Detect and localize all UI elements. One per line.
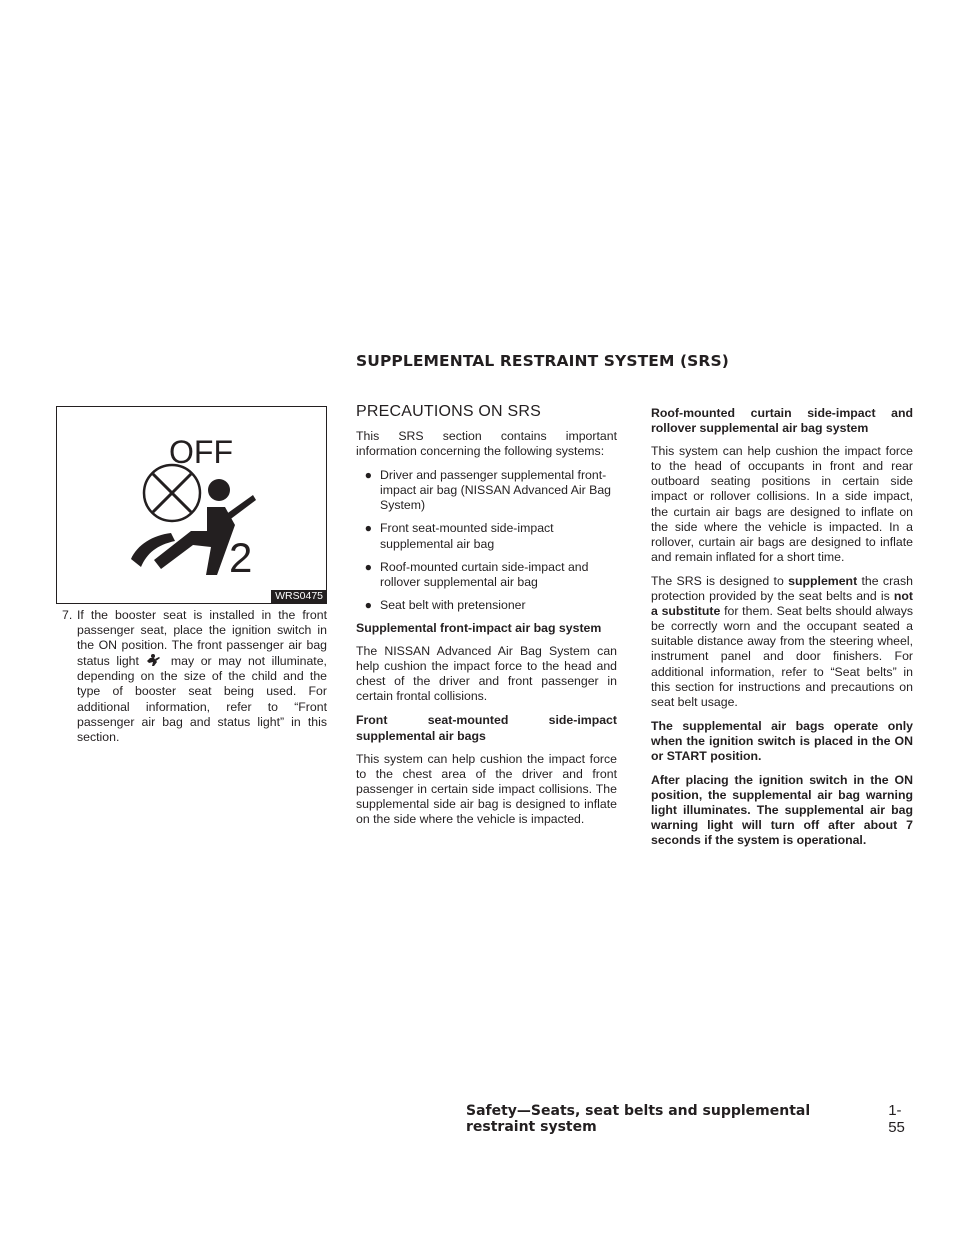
list-item: ● Seat belt with pretensioner [356,598,617,613]
page-footer [466,1102,914,1136]
item-text [77,608,327,745]
item-text-part: If the booster seat is installed in the front passenger seat, place the ignition switch in the ON position. The front passenger air bag status light [77,608,327,669]
bullet-glyph: ● [364,468,372,483]
item-text-part: may or may not illuminate, depending on the size of the child and the type of booster seat being used. For additional information, refer to “Front passenger air bag and status light” in this section. [77,654,327,744]
list-item [62,608,327,745]
page-number: 1-55 [888,1102,905,1136]
bullet-glyph: ● [364,521,372,536]
paragraph: The NISSAN Advanced Air Bag System can help cushion the impact force to the head and chest of the driver and front passenger in certain frontal collisions. [356,644,617,704]
bullet-glyph: ● [364,597,372,612]
footer-title: Safety—Seats, seat belts and supplemental restraint system [466,1103,811,1135]
middle-column [356,403,617,836]
paragraph: The SRS is designed to supplement the crash protection provided by the seat belts and is not a substitute for them. Seat belts should always be correctly worn and the occupant seated a suitable distance away from the steering wheel, instrument panel and door finishers. For additional information, refer to “Seat belts” in this section for instructions and precautions on seat belt usage. [651,573,913,709]
airbag-off-illustration [56,406,327,604]
right-column [651,406,913,858]
subheading: Front seat-mounted side-impact supplemental air bags [356,713,617,743]
paragraph: After placing the ignition switch in the ON position, the supplemental air bag warning light illuminates. The supplemental air bag warning light will turn off after about 7 seconds if the system is operational. [651,773,913,848]
occupant-head [208,479,230,501]
subheading: Supplemental front-impact air bag system [356,620,602,635]
left-column [62,608,327,745]
paragraph: The supplemental air bags operate only when the ignition switch is placed in the ON or START position. [651,718,913,763]
off-label: OFF [169,434,233,470]
section-title: SUPPLEMENTAL RESTRAINT SYSTEM (SRS) [356,352,729,370]
bullet-glyph: ● [364,559,372,574]
precautions-heading: PRECAUTIONS ON SRS [356,403,541,420]
seat-number: 2 [229,534,253,581]
list-item: ● Front seat-mounted side-impact supplemental air bag [356,521,617,551]
list-item: ● Roof-mounted curtain side-impact and rollover supplemental air bag [356,560,617,590]
intro-paragraph: This SRS section contains important information concerning the following systems: [356,429,617,459]
subheading: Roof-mounted curtain side-impact and rollover supplemental air bag system [651,406,913,436]
paragraph: This system can help cushion the impact force to the chest area of the driver and front passenger in certain side impact collisions. The supplemental side air bag is designed to inflate on the side where the vehicle is impacted. [356,751,617,826]
systems-list [356,468,617,613]
passenger-airbag-status-icon [145,653,161,667]
passenger-airbag-off-icon [57,407,328,605]
list-item: ● Driver and passenger supplemental front-impact air bag (NISSAN Advanced Air Bag System) [356,468,617,513]
figure-code: WRS0475 [271,590,326,603]
paragraph: This system can help cushion the impact force to the head of occupants in front and rear outboard seating positions in certain side impact or rollover collisions. In a side impact, the curtain air bags are designed to inflate on the side where the vehicle is impacted. In a rollover, curtain air bags are designed to inflate and remain inflated for a short time. [651,444,913,564]
item-number: 7. [62,608,73,622]
